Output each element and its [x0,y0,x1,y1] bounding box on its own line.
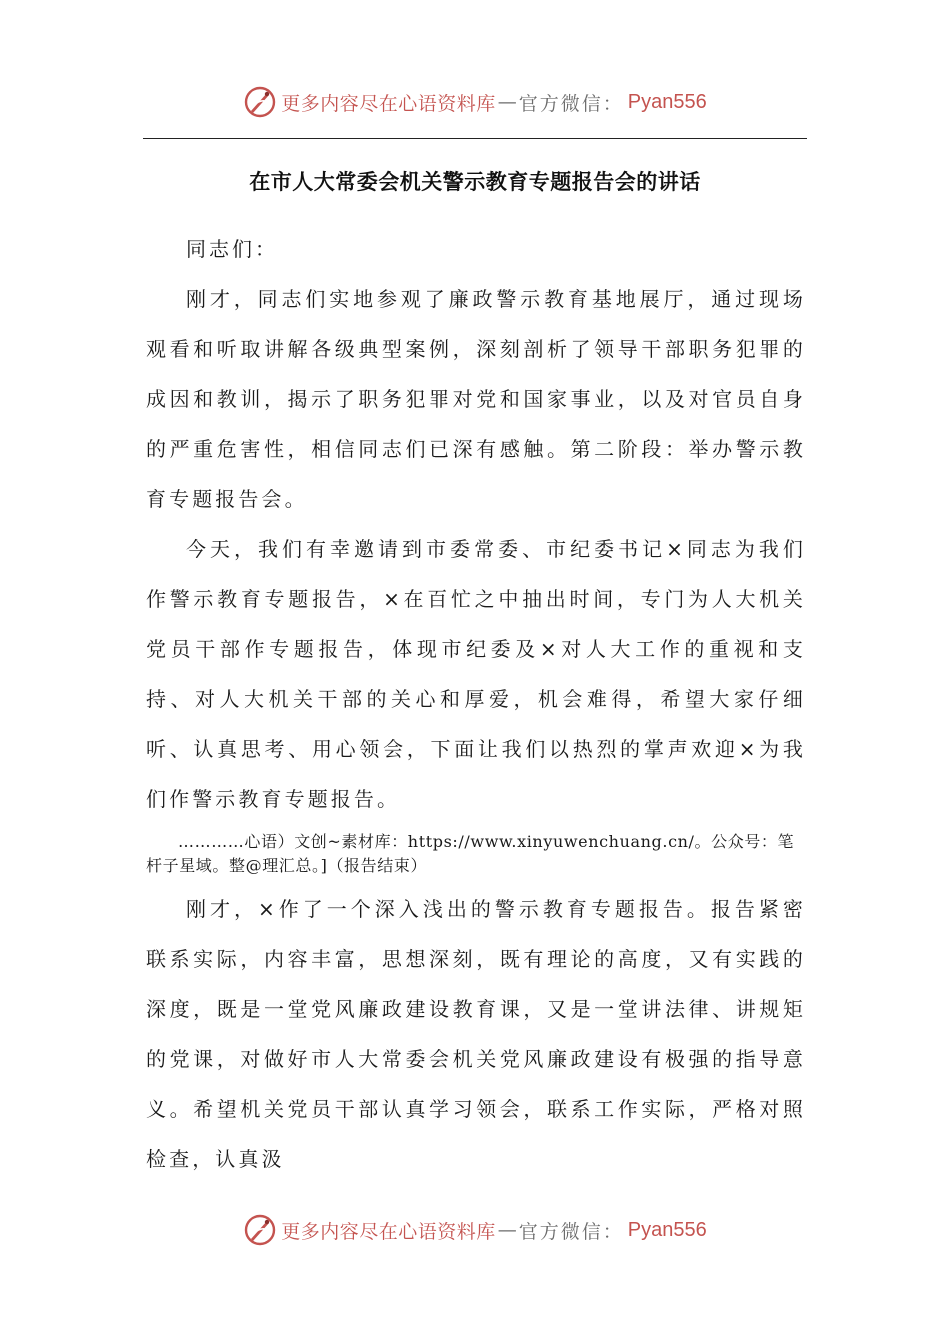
paragraph-3: 刚才，×作了一个深入浅出的警示教育专题报告。报告紧密联系实际，内容丰富，思想深刻，既有理论的高度，又有实践的深度，既是一堂党风廉政建设教育课，又是一堂讲法律、讲规矩的党课，对做好市人大常委会机关党风廉政建设有极强的指导意义。希望机关党员干部认真学习领会，联系工作实际，严格对照检查，认真汲 [146,897,806,1171]
header-divider [143,138,807,139]
footer-watermark-banner [0,1208,950,1252]
quill-pen-logo-icon [243,85,277,119]
banner-wechat-label: 官方微信： [518,92,624,115]
source-note: …………心语）文创~素材库：https://www.xinyuwenchuang.cn/。公众号：笔杆子星域。整@理汇总。]（报告结束） [146,832,795,875]
header-watermark-banner [0,80,950,124]
banner-slogan: 更多内容尽在心语资料库 [281,1220,496,1243]
document-body [146,224,806,1184]
paragraph-2: 今天，我们有幸邀请到市委常委、市纪委书记×同志为我们作警示教育专题报告，×在百忙之中抽出时间，专门为人大机关党员干部作专题报告，体现市纪委及×对人大工作的重视和支持、对人大机关干部的关心和厚爱，机会难得，希望大家仔细听、认真思考、用心领会，下面让我们以热烈的掌声欢迎×为我们作警示教育专题报告。 [146,537,806,811]
banner-wechat-id: Pyan556 [627,1218,707,1241]
banner-wechat-label: 官方微信： [518,1220,624,1243]
document-title: 在市人大常委会机关警示教育专题报告会的讲话 [249,170,701,194]
salutation: 同志们： [186,237,278,261]
banner-dash: — [497,91,517,113]
paragraph-1: 刚才，同志们实地参观了廉政警示教育基地展厅，通过现场观看和听取讲解各级典型案例，深刻剖析了领导干部职务犯罪的成因和教训，揭示了职务犯罪对党和国家事业，以及对官员自身的严重危害性，相信同志们已深有感触。第二阶段：举办警示教育专题报告会。 [146,287,806,511]
banner-wechat-id: Pyan556 [627,90,707,113]
banner-dash: — [497,1219,517,1241]
quill-pen-logo-icon [243,1213,277,1247]
banner-slogan: 更多内容尽在心语资料库 [281,92,496,115]
